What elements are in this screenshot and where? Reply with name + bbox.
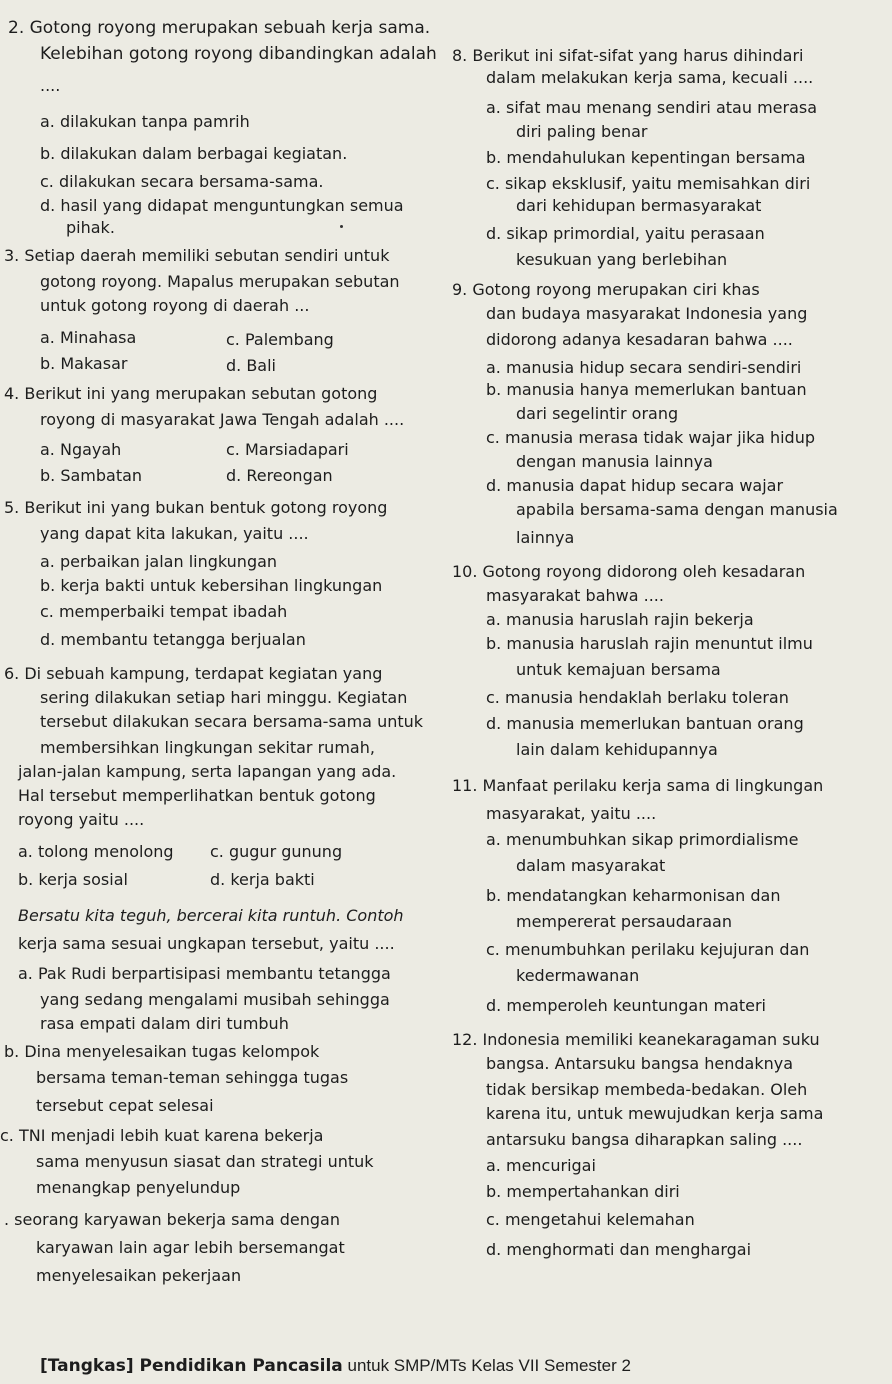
option-line: d. manusia dapat hidup secara wajar xyxy=(486,476,784,495)
option-line: c. menumbuhkan perilaku kejujuran dan xyxy=(486,940,810,959)
question-4-line: 4. Berikut ini yang merupakan sebutan gotong xyxy=(4,384,378,403)
option-line: c. mengetahui kelemahan xyxy=(486,1210,695,1229)
question-3-line: 3. Setiap daerah memiliki sebutan sendiri untuk xyxy=(4,246,390,265)
question-11-line: masyarakat, yaitu .... xyxy=(486,804,657,823)
option-line: b. Makasar xyxy=(40,354,128,373)
option-line: c. Palembang xyxy=(226,330,334,349)
option-line: pihak. xyxy=(66,218,115,237)
option-line: menangkap penyelundup xyxy=(36,1178,241,1197)
option-line: c. memperbaiki tempat ibadah xyxy=(40,602,288,621)
question-12-line: tidak bersikap membeda-bedakan. Oleh xyxy=(486,1080,808,1099)
question-5-line: yang dapat kita lakukan, yaitu .... xyxy=(40,524,309,543)
option-line: d. membantu tetangga berjualan xyxy=(40,630,306,649)
question-6-line: tersebut dilakukan secara bersama-sama untuk xyxy=(40,712,424,731)
option-line: a. manusia haruslah rajin bekerja xyxy=(486,610,754,629)
question-12-line: 12. Indonesia memiliki keanekaragaman suku xyxy=(452,1030,820,1049)
option-line: bersama teman-teman sehingga tugas xyxy=(36,1068,349,1087)
question-6-line: royong yaitu .... xyxy=(18,810,145,829)
question-6-line: Hal tersebut memperlihatkan bentuk gotong xyxy=(18,786,376,805)
question-2-line: Kelebihan gotong royong dibandingkan adalah xyxy=(40,44,437,64)
question-5-line: 5. Berikut ini yang bukan bentuk gotong royong xyxy=(4,498,388,517)
question-6-line: jalan-jalan kampung, serta lapangan yang ada. xyxy=(18,762,397,781)
question-9-line: didorong adanya kesadaran bahwa .... xyxy=(486,330,793,349)
option-line: menyelesaikan pekerjaan xyxy=(36,1266,242,1285)
footer-book-title: [Tangkas] Pendidikan Pancasila xyxy=(40,1356,343,1376)
option-line: b. kerja bakti untuk kebersihan lingkungan xyxy=(40,576,383,595)
option-line: a. manusia hidup secara sendiri-sendiri xyxy=(486,358,802,377)
option-line: lain dalam kehidupannya xyxy=(516,740,718,759)
option-line: d. memperoleh keuntungan materi xyxy=(486,996,766,1015)
option-line: b. manusia hanya memerlukan bantuan xyxy=(486,380,807,399)
option-line: untuk kemajuan bersama xyxy=(516,660,721,679)
option-line: lainnya xyxy=(516,528,575,547)
question-8-line: 8. Berikut ini sifat-sifat yang harus dihindari xyxy=(452,46,804,65)
question-6-line: 6. Di sebuah kampung, terdapat kegiatan yang xyxy=(4,664,383,683)
option-line: b. kerja sosial xyxy=(18,870,128,889)
question-12-line: antarsuku bangsa diharapkan saling .... xyxy=(486,1130,803,1149)
question-10-line: 10. Gotong royong didorong oleh kesadaran xyxy=(452,562,806,581)
option-line: c. dilakukan secara bersama-sama. xyxy=(40,172,324,191)
option-line: c. Marsiadapari xyxy=(226,440,349,459)
option-line: b. Sambatan xyxy=(40,466,143,485)
question-7-line: Bersatu kita teguh, bercerai kita runtuh. Contoh xyxy=(18,906,404,925)
option-line: a. mencurigai xyxy=(486,1156,596,1175)
option-line: d. manusia memerlukan bantuan orang xyxy=(486,714,804,733)
option-line: d. hasil yang didapat menguntungkan semua xyxy=(40,196,404,215)
option-line: c. manusia hendaklah berlaku toleran xyxy=(486,688,789,707)
question-7-line: kerja sama sesuai ungkapan tersebut, yaitu .... xyxy=(18,934,395,953)
question-12-line: karena itu, untuk mewujudkan kerja sama xyxy=(486,1104,824,1123)
option-line: a. sifat mau menang sendiri atau merasa xyxy=(486,98,818,117)
option-line: rasa empati dalam diri tumbuh xyxy=(40,1014,289,1033)
question-4-line: royong di masyarakat Jawa Tengah adalah .... xyxy=(40,410,405,429)
option-line: a. dilakukan tanpa pamrih xyxy=(40,112,250,131)
question-6-line: sering dilakukan setiap hari minggu. Kegiatan xyxy=(40,688,408,707)
option-line: sama menyusun siasat dan strategi untuk xyxy=(36,1152,374,1171)
question-2-line: 2. Gotong royong merupakan sebuah kerja sama. xyxy=(8,18,431,38)
option-line: kedermawanan xyxy=(516,966,640,985)
option-line: c. TNI menjadi lebih kuat karena bekerja xyxy=(0,1126,324,1145)
question-10-line: masyarakat bahwa .... xyxy=(486,586,664,605)
stray-mark xyxy=(340,225,343,228)
option-line: d. kerja bakti xyxy=(210,870,315,889)
option-line: a. perbaikan jalan lingkungan xyxy=(40,552,278,571)
option-line: b. mempertahankan diri xyxy=(486,1182,680,1201)
option-line: karyawan lain agar lebih bersemangat xyxy=(36,1238,345,1257)
option-line: . seorang karyawan bekerja sama dengan xyxy=(4,1210,340,1229)
option-line: mempererat persaudaraan xyxy=(516,912,732,931)
option-line: c. sikap eksklusif, yaitu memisahkan diri xyxy=(486,174,811,193)
question-12-line: bangsa. Antarsuku bangsa hendaknya xyxy=(486,1054,794,1073)
option-line: a. Ngayah xyxy=(40,440,122,459)
option-line: a. Minahasa xyxy=(40,328,137,347)
option-line: d. menghormati dan menghargai xyxy=(486,1240,752,1259)
option-line: d. Rereongan xyxy=(226,466,333,485)
question-11-line: 11. Manfaat perilaku kerja sama di lingkungan xyxy=(452,776,824,795)
option-line: dalam masyarakat xyxy=(516,856,666,875)
option-line: dengan manusia lainnya xyxy=(516,452,713,471)
option-line: dari segelintir orang xyxy=(516,404,679,423)
option-line: b. mendatangkan keharmonisan dan xyxy=(486,886,781,905)
option-line: kesukuan yang berlebihan xyxy=(516,250,728,269)
page-footer xyxy=(40,1356,631,1376)
option-line: diri paling benar xyxy=(516,122,648,141)
option-line: tersebut cepat selesai xyxy=(36,1096,214,1115)
option-line: d. Bali xyxy=(226,356,276,375)
option-line: b. mendahulukan kepentingan bersama xyxy=(486,148,806,167)
option-line: dari kehidupan bermasyarakat xyxy=(516,196,762,215)
option-line: yang sedang mengalami musibah sehingga xyxy=(40,990,390,1009)
question-6-line: membersihkan lingkungan sekitar rumah, xyxy=(40,738,375,757)
option-line: c. manusia merasa tidak wajar jika hidup xyxy=(486,428,815,447)
question-3-line: untuk gotong royong di daerah ... xyxy=(40,296,310,315)
option-line: b. manusia haruslah rajin menuntut ilmu xyxy=(486,634,813,653)
option-line: b. dilakukan dalam berbagai kegiatan. xyxy=(40,144,348,163)
option-line: apabila bersama-sama dengan manusia xyxy=(516,500,838,519)
question-9-line: 9. Gotong royong merupakan ciri khas xyxy=(452,280,760,299)
option-line: a. tolong menolong xyxy=(18,842,174,861)
question-8-line: dalam melakukan kerja sama, kecuali .... xyxy=(486,68,814,87)
question-2-line: .... xyxy=(40,76,61,95)
option-line: b. Dina menyelesaikan tugas kelompok xyxy=(4,1042,320,1061)
question-3-line: gotong royong. Mapalus merupakan sebutan xyxy=(40,272,400,291)
option-line: d. sikap primordial, yaitu perasaan xyxy=(486,224,765,243)
footer-book-subtitle: untuk SMP/MTs Kelas VII Semester 2 xyxy=(342,1356,631,1375)
question-9-line: dan budaya masyarakat Indonesia yang xyxy=(486,304,808,323)
option-line: c. gugur gunung xyxy=(210,842,343,861)
option-line: a. menumbuhkan sikap primordialisme xyxy=(486,830,799,849)
option-line: a. Pak Rudi berpartisipasi membantu tetangga xyxy=(18,964,391,983)
